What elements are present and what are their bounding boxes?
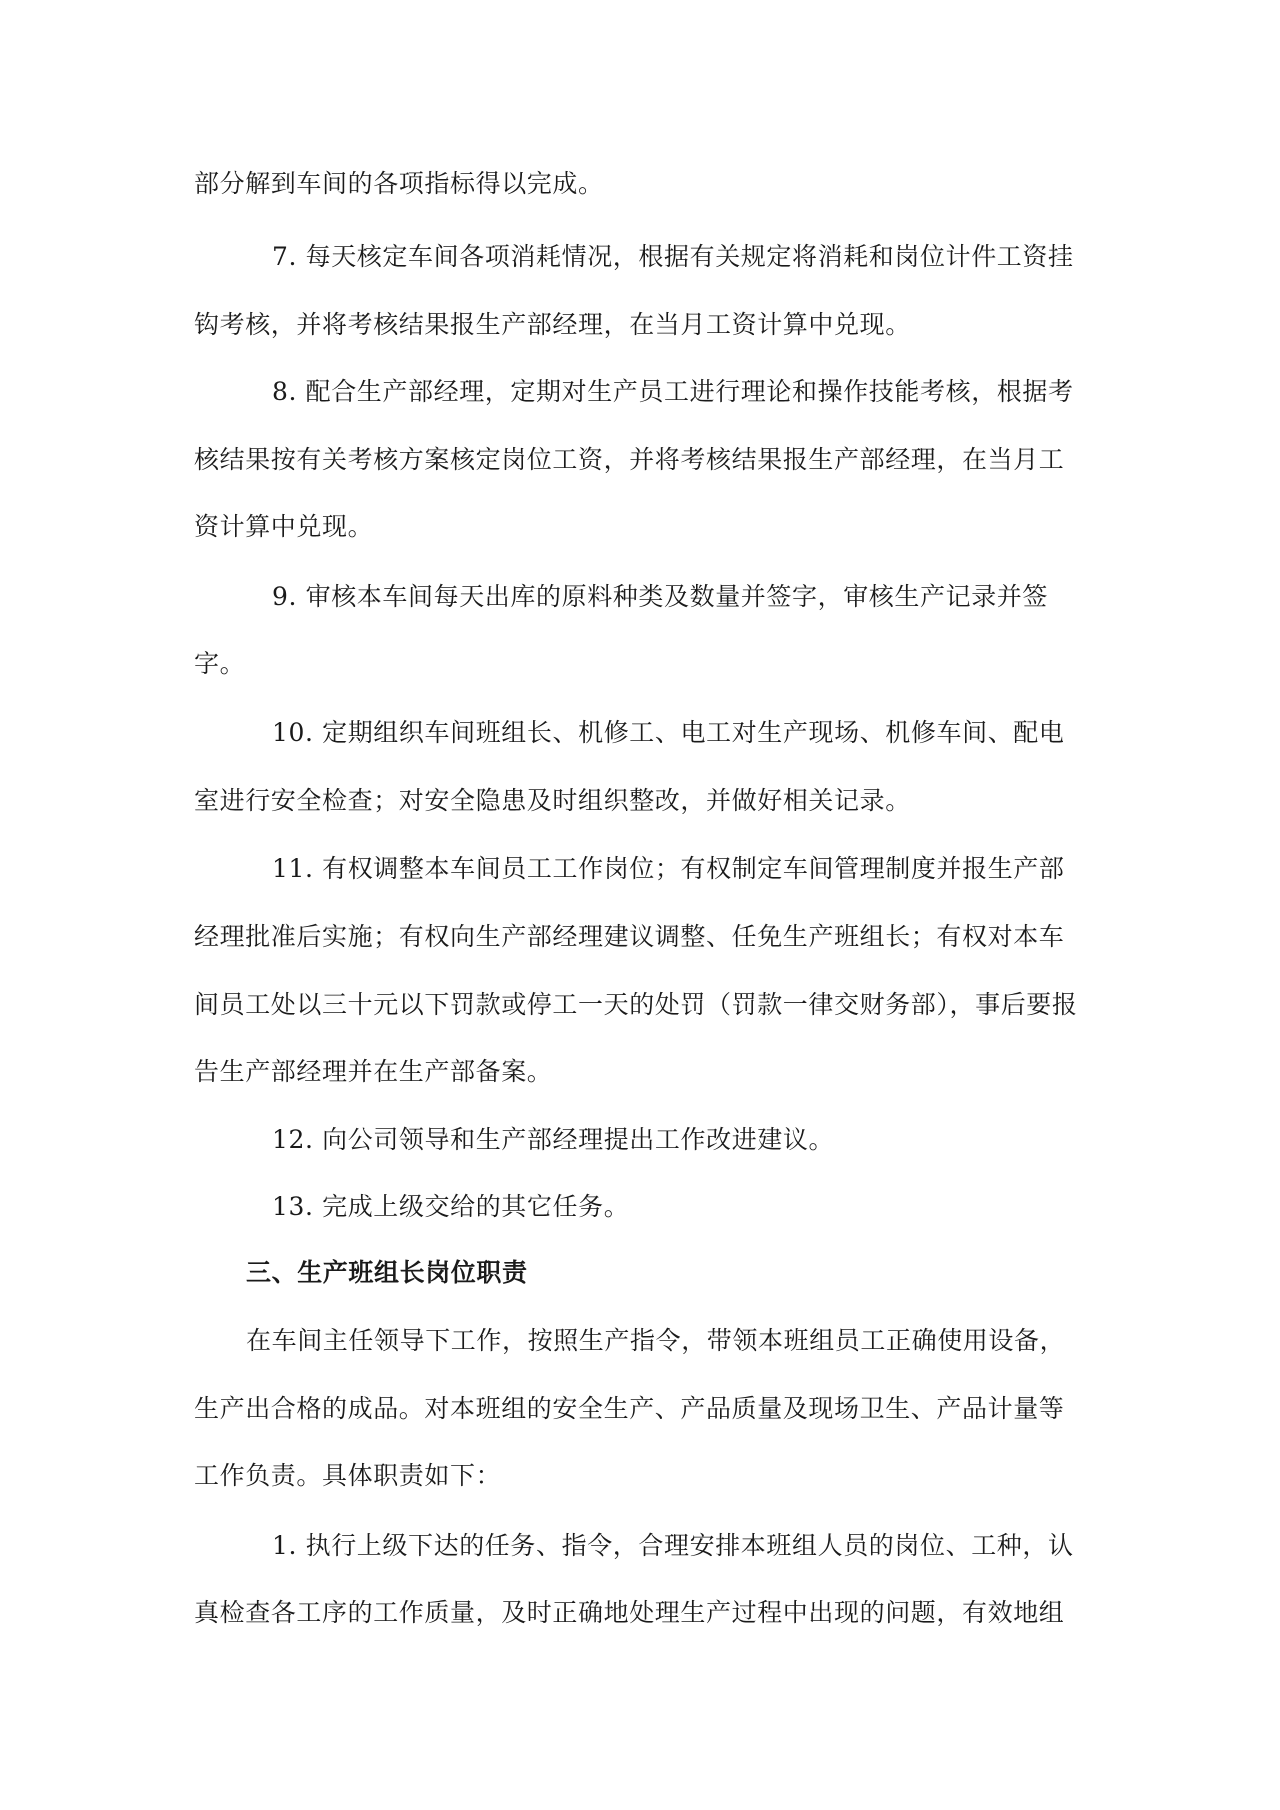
section-heading: 三、生产班组长岗位职责 [246,1258,528,1287]
text-line: 室进行安全检查；对安全隐患及时组织整改，并做好相关记录。 [194,786,911,815]
list-item-12: 12. 向公司领导和生产部经理提出工作改进建议。 [272,1125,835,1154]
paragraph-start: 在车间主任领导下工作，按照生产指令，带领本班组员工正确使用设备， [246,1326,1066,1355]
text-line: 资计算中兑现。 [194,512,374,541]
text-line: 经理批准后实施；有权向生产部经理建议调整、任免生产班组长；有权对本车 [194,922,1065,951]
text-line: 间员工处以三十元以下罚款或停工一天的处罚（罚款一律交财务部），事后要报 [194,990,1078,1019]
list-item-7: 7. 每天核定车间各项消耗情况，根据有关规定将消耗和岗位计件工资挂 [272,242,1074,271]
text-line: 钩考核，并将考核结果报生产部经理，在当月工资计算中兑现。 [194,310,911,339]
text-line: 部分解到车间的各项指标得以完成。 [194,169,604,198]
text-line: 字。 [194,649,246,678]
list-item-11: 11. 有权调整本车间员工工作岗位；有权制定车间管理制度并报生产部 [272,854,1065,883]
text-line: 核结果按有关考核方案核定岗位工资，并将考核结果报生产部经理，在当月工 [194,445,1065,474]
text-line: 工作负责。具体职责如下： [194,1461,502,1490]
list-item-8: 8. 配合生产部经理，定期对生产员工进行理论和操作技能考核，根据考 [272,377,1074,406]
list-item-1: 1. 执行上级下达的任务、指令，合理安排本班组人员的岗位、工种，认 [272,1531,1074,1560]
text-line: 真检查各工序的工作质量，及时正确地处理生产过程中出现的问题，有效地组 [194,1598,1065,1627]
text-line: 告生产部经理并在生产部备案。 [194,1057,553,1086]
text-line: 生产出合格的成品。对本班组的安全生产、产品质量及现场卫生、产品计量等 [194,1394,1065,1423]
list-item-9: 9. 审核本车间每天出库的原料种类及数量并签字，审核生产记录并签 [272,582,1049,611]
list-item-10: 10. 定期组织车间班组长、机修工、电工对生产现场、机修车间、配电 [272,718,1065,747]
list-item-13: 13. 完成上级交给的其它任务。 [272,1192,630,1221]
